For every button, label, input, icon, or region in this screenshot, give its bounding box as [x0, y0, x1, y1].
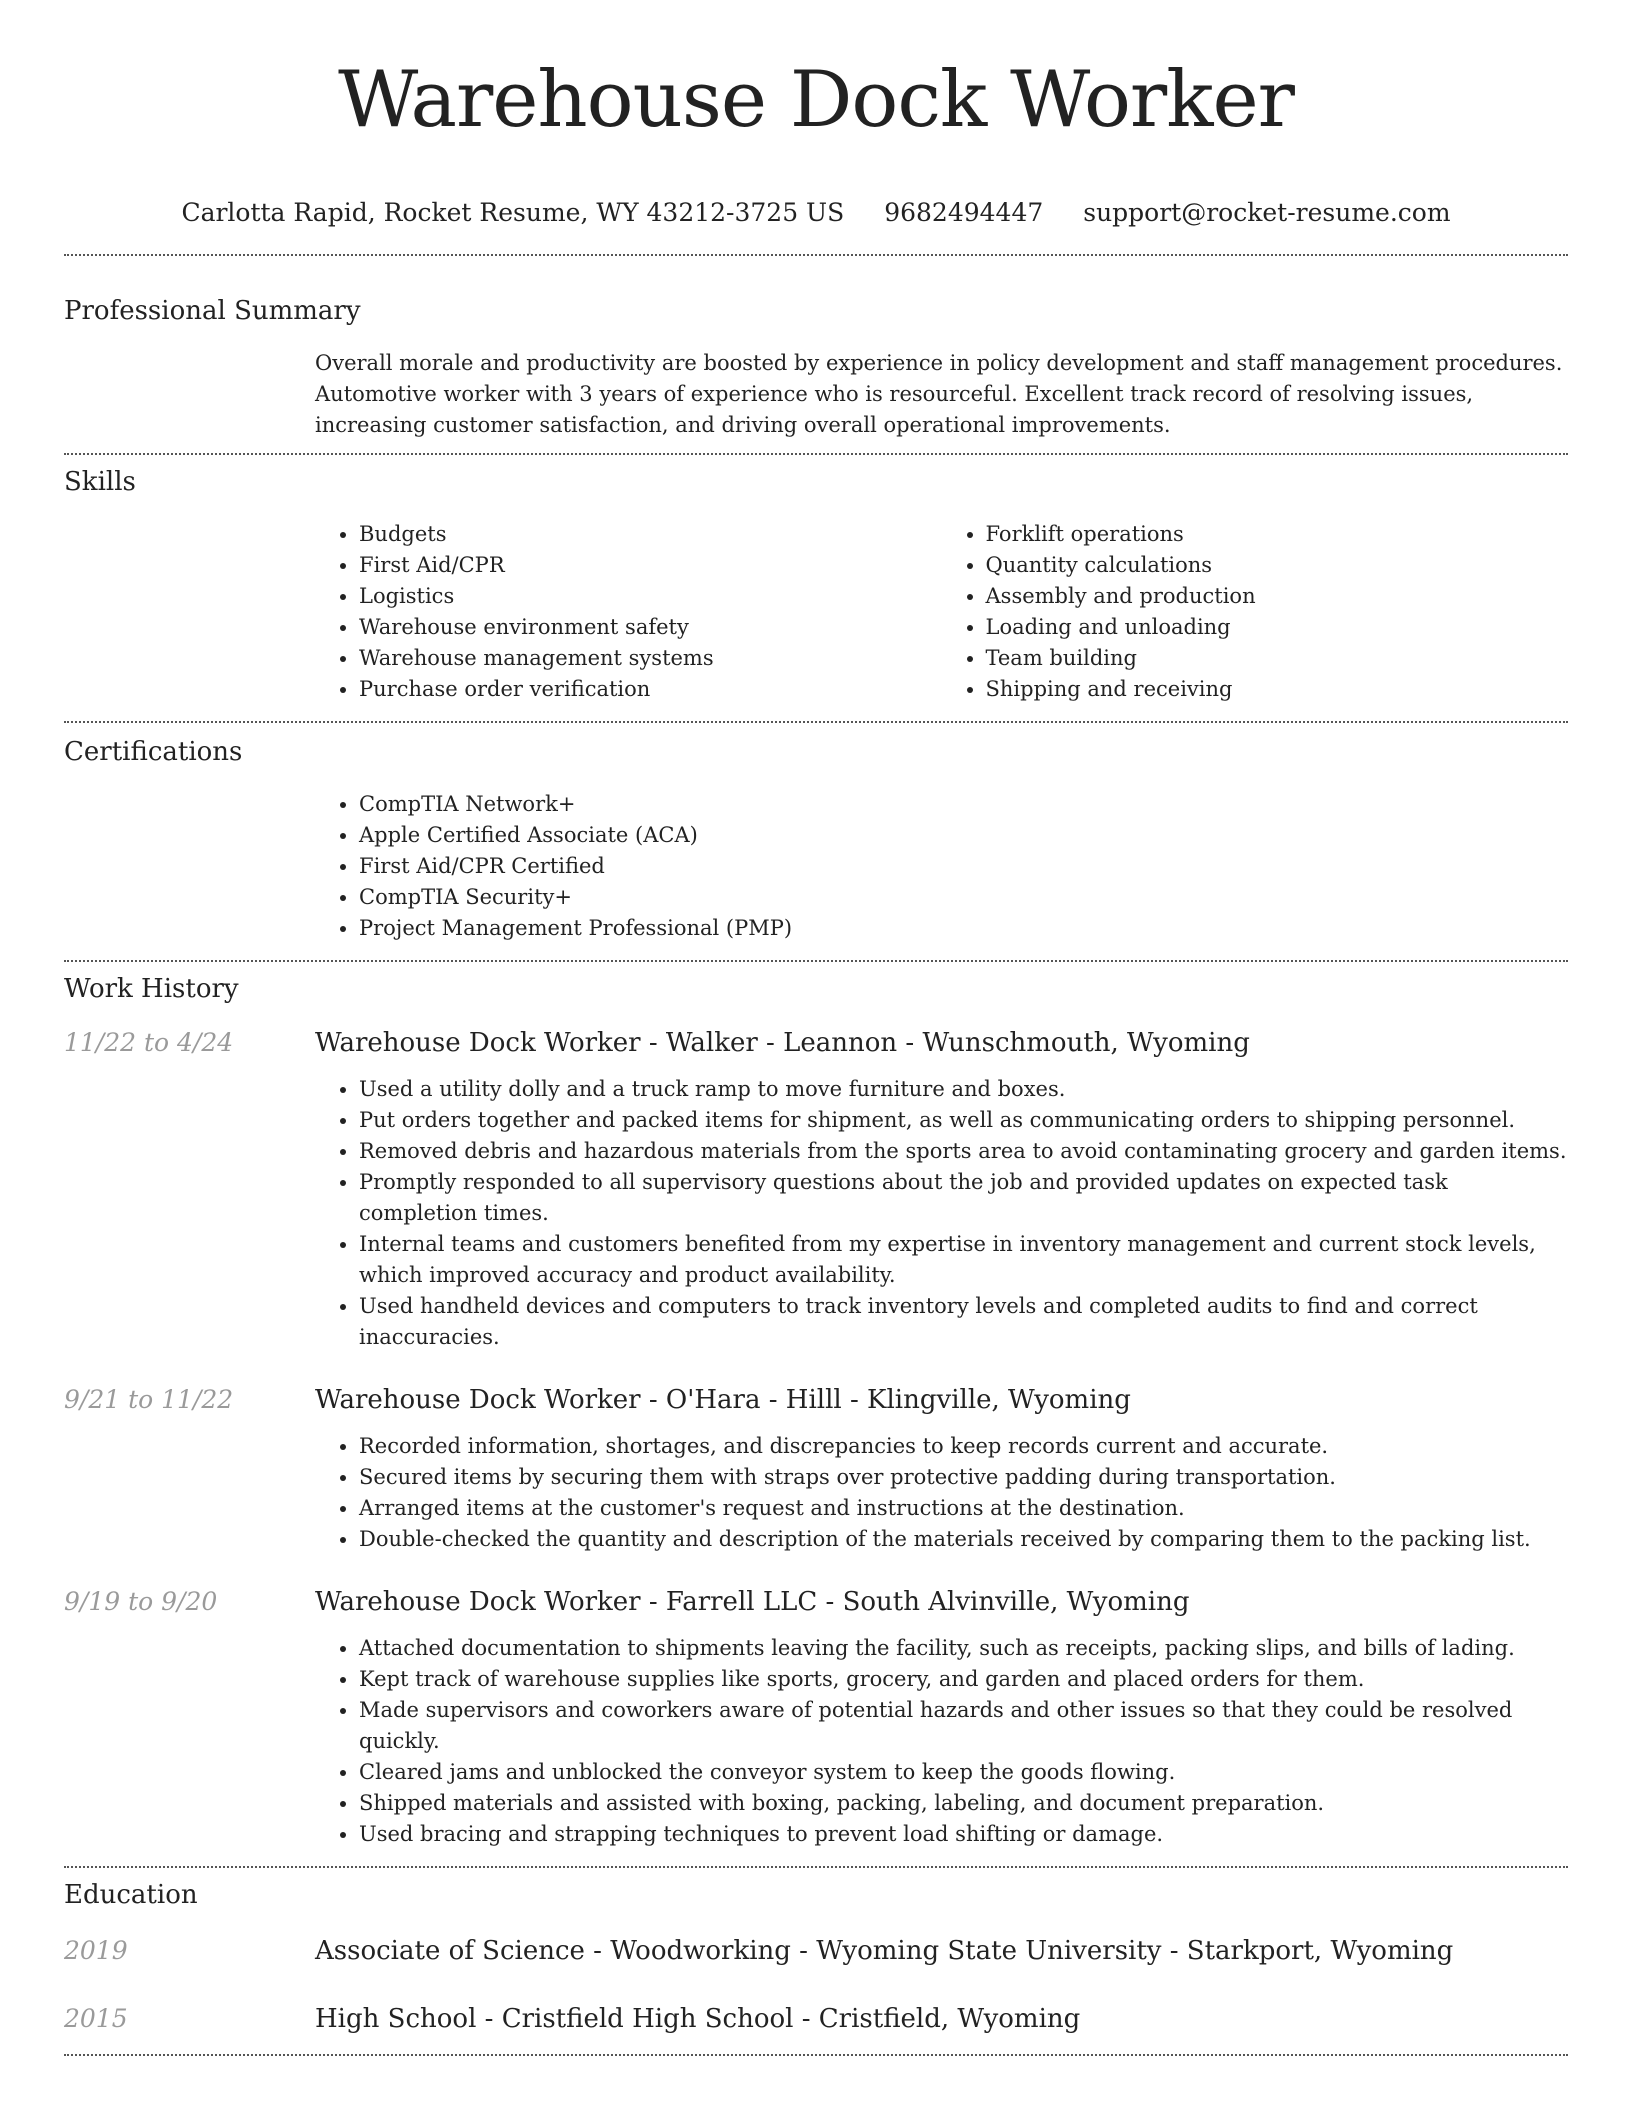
contact-email: support@rocket-resume.com — [1083, 198, 1451, 227]
job-bullet: • Secured items by securing them with straps over protective padding during transportation. — [359, 1462, 1568, 1493]
divider — [64, 721, 1568, 723]
education-text: High School - Cristfield High School - Cristfield, Wyoming — [315, 2004, 1081, 2034]
job-bullet: • Recorded information, shortages, and discrepancies to keep records current and accurate. — [359, 1431, 1568, 1462]
job-entry — [64, 1585, 1568, 1850]
divider — [64, 254, 1568, 256]
job-dates: 9/19 to 9/20 — [64, 1587, 218, 1616]
skill-item: • Assembly and production — [986, 581, 1569, 612]
job-bullet: • Promptly responded to all supervisory questions about the job and provided updates on expected task completion times. — [359, 1167, 1568, 1229]
skill-item: • Team building — [986, 643, 1569, 674]
certification-item: • Apple Certified Associate (ACA) — [359, 820, 1568, 851]
section-title-education: Education — [64, 1880, 198, 1910]
skills-list-left — [315, 519, 942, 705]
job-bullets — [315, 1074, 1568, 1353]
certification-item: • First Aid/CPR Certified — [359, 851, 1568, 882]
certifications-list — [315, 789, 1568, 944]
job-header — [64, 1026, 1568, 1060]
skills-section — [64, 465, 1568, 705]
education-entry — [64, 1934, 1568, 1968]
job-bullet: • Put orders together and packed items for shipment, as well as communicating orders to shipping personnel. — [359, 1105, 1568, 1136]
skill-item: • Forklift operations — [986, 519, 1569, 550]
job-bullets — [315, 1431, 1568, 1555]
job-header — [64, 1383, 1568, 1417]
job-dates: 9/21 to 11/22 — [64, 1385, 234, 1414]
job-dates: 11/22 to 4/24 — [64, 1028, 234, 1057]
job-bullets — [315, 1633, 1568, 1850]
work-history-section — [64, 972, 1568, 1850]
skill-item: • Warehouse management systems — [359, 643, 942, 674]
divider — [64, 453, 1568, 455]
skill-item: • Quantity calculations — [986, 550, 1569, 581]
job-title: Warehouse Dock Worker - Walker - Leannon - Wunschmouth, Wyoming — [315, 1028, 1250, 1058]
job-bullet: • Cleared jams and unblocked the conveyor system to keep the goods flowing. — [359, 1757, 1568, 1788]
section-title-certifications: Certifications — [64, 737, 243, 767]
education-year: 2015 — [64, 2004, 128, 2033]
skill-item: • Budgets — [359, 519, 942, 550]
skill-item: • Purchase order verification — [359, 674, 942, 705]
summary-section — [64, 294, 1568, 441]
contact-line — [64, 196, 1568, 230]
job-bullet: • Removed debris and hazardous materials from the sports area to avoid contaminating grocery and garden items. — [359, 1136, 1568, 1167]
skills-grid — [315, 519, 1568, 705]
job-entry — [64, 1383, 1568, 1555]
skill-item: • Warehouse environment safety — [359, 612, 942, 643]
job-bullet: • Made supervisors and coworkers aware of potential hazards and other issues so that they could be resolved quickly. — [359, 1695, 1568, 1757]
job-title: Warehouse Dock Worker - O'Hara - Hilll - Klingville, Wyoming — [315, 1385, 1131, 1415]
job-entry — [64, 1026, 1568, 1353]
job-bullet: • Arranged items at the customer's request and instructions at the destination. — [359, 1493, 1568, 1524]
divider — [64, 960, 1568, 962]
divider — [64, 2054, 1568, 2056]
job-bullet: • Internal teams and customers benefited from my expertise in inventory management and current stock levels, which improved accuracy and product availability. — [359, 1229, 1568, 1291]
job-bullet: • Double-checked the quantity and description of the materials received by comparing them to the packing list. — [359, 1524, 1568, 1555]
skill-item: • Loading and unloading — [986, 612, 1569, 643]
contact-phone: 9682494447 — [884, 198, 1044, 227]
skill-item: • Logistics — [359, 581, 942, 612]
job-title: Warehouse Dock Worker - Farrell LLC - South Alvinville, Wyoming — [315, 1587, 1190, 1617]
education-text: Associate of Science - Woodworking - Wyoming State University - Starkport, Wyoming — [315, 1936, 1454, 1966]
job-bullet: • Kept track of warehouse supplies like sports, grocery, and garden and placed orders for them. — [359, 1664, 1568, 1695]
job-header — [64, 1585, 1568, 1619]
job-bullet: • Used bracing and strapping techniques to prevent load shifting or damage. — [359, 1819, 1568, 1850]
skills-list-right — [942, 519, 1569, 705]
job-bullet: • Shipped materials and assisted with boxing, packing, labeling, and document preparation. — [359, 1788, 1568, 1819]
job-bullet: • Used handheld devices and computers to track inventory levels and completed audits to find and correct inaccuracies. — [359, 1291, 1568, 1353]
resume-name: Warehouse Dock Worker — [338, 55, 1294, 145]
education-section — [64, 1878, 1568, 2036]
certification-item: • Project Management Professional (PMP) — [359, 913, 1568, 944]
contact-address: Carlotta Rapid, Rocket Resume, WY 43212-3725 US — [181, 198, 845, 227]
certifications-section — [64, 735, 1568, 944]
summary-text: Overall morale and productivity are boosted by experience in policy development and staff management procedures. Automotive worker with 3 years of experience who is resourceful. Excellent track record of resolving issues, increasing customer satisfaction, and driving overall operational improvements. — [315, 351, 1563, 437]
job-bullet: • Attached documentation to shipments leaving the facility, such as receipts, packing slips, and bills of lading. — [359, 1633, 1568, 1664]
job-bullet: • Used a utility dolly and a truck ramp to move furniture and boxes. — [359, 1074, 1568, 1105]
education-year: 2019 — [64, 1936, 128, 1965]
divider — [64, 1866, 1568, 1868]
education-entry — [64, 2002, 1568, 2036]
certification-item: • CompTIA Security+ — [359, 882, 1568, 913]
skill-item: • Shipping and receiving — [986, 674, 1569, 705]
section-title-work-history: Work History — [64, 974, 239, 1004]
certification-item: • CompTIA Network+ — [359, 789, 1568, 820]
skill-item: • First Aid/CPR — [359, 550, 942, 581]
section-title-skills: Skills — [64, 467, 136, 497]
section-title-summary: Professional Summary — [64, 296, 361, 326]
